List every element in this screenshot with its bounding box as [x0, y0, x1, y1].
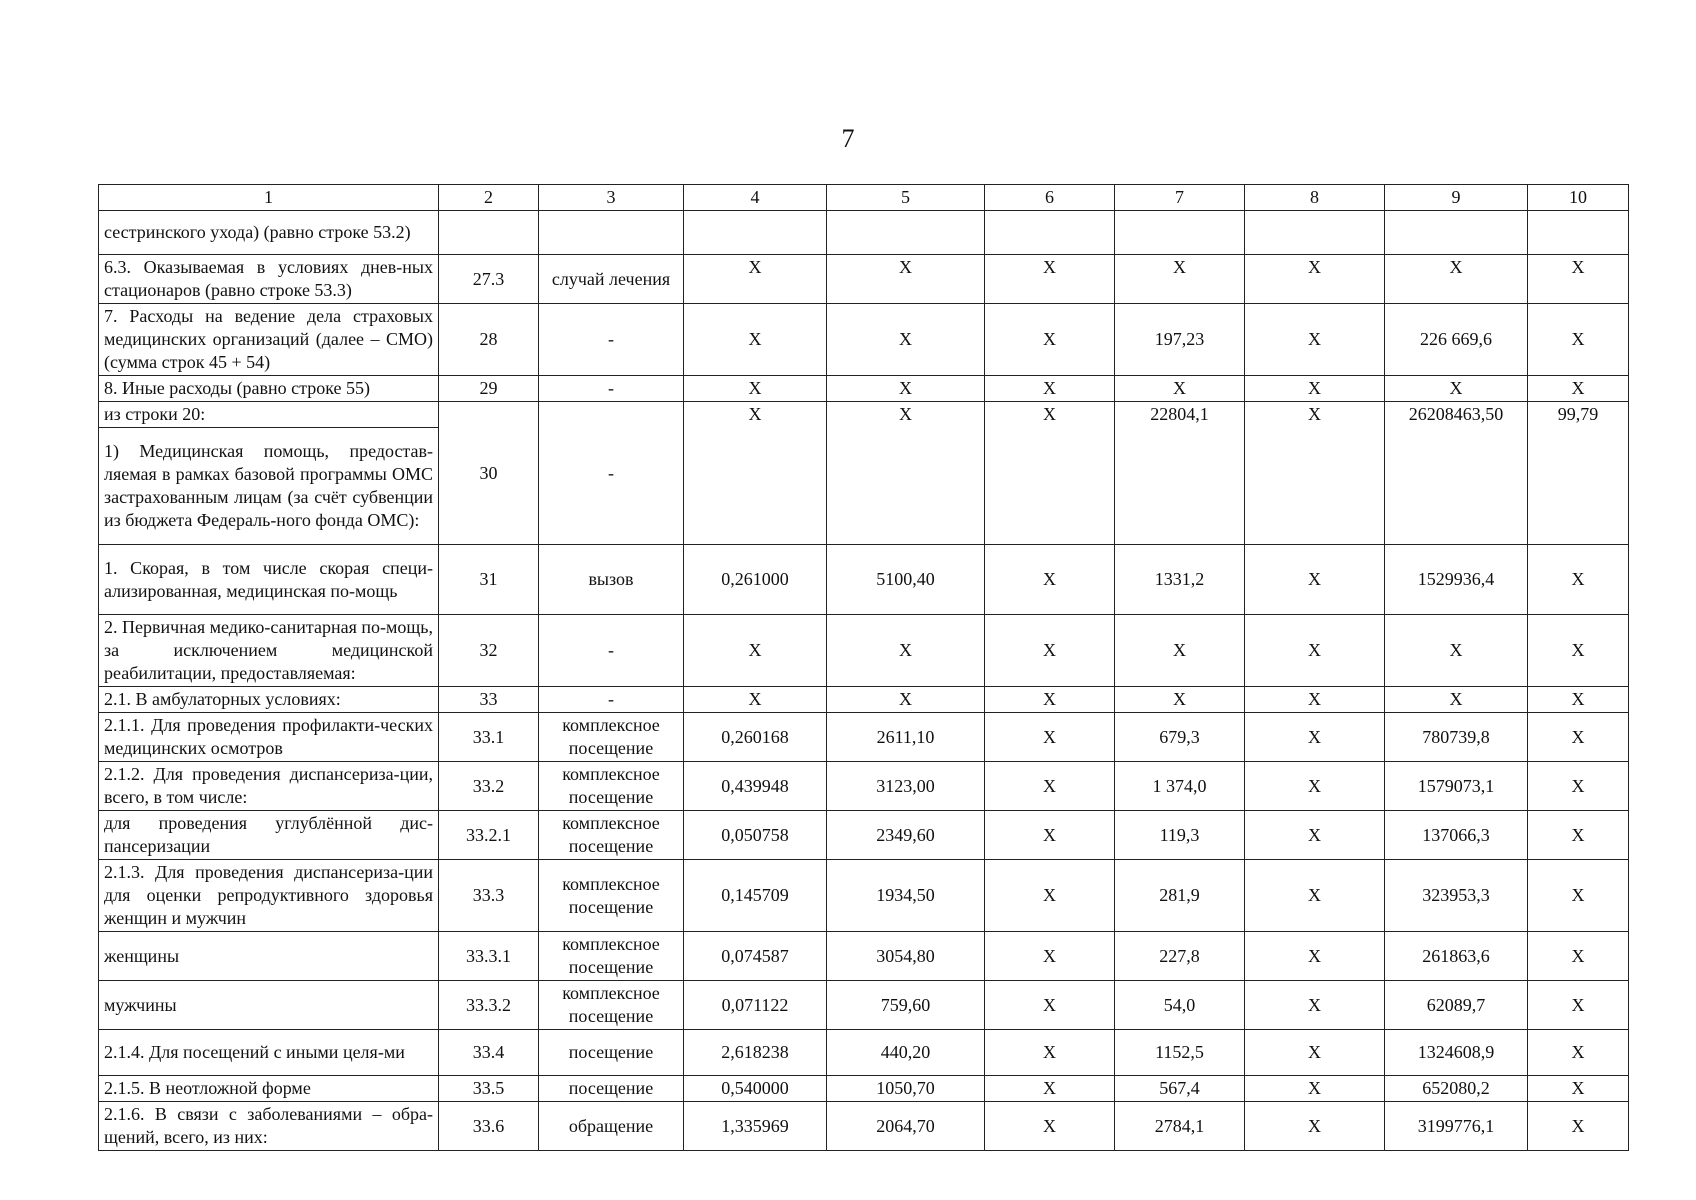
row-label: 2.1.3. Для проведения диспансериза-ции для оценки репродуктивного здоровья женщин и мужчин [99, 860, 439, 932]
value-cell: 1152,5 [1115, 1030, 1245, 1076]
value-cell: Х [1115, 687, 1245, 713]
value-cell: Х [1245, 762, 1385, 811]
value-cell: Х [985, 304, 1115, 376]
value-cell: Х [1115, 376, 1245, 402]
row-label: 2.1.2. Для проведения диспансериза-ции, всего, в том числе: [99, 762, 439, 811]
value-cell: Х [985, 860, 1115, 932]
value-cell: Х [1245, 376, 1385, 402]
value-cell: Х [1528, 304, 1629, 376]
column-header: 6 [985, 185, 1115, 211]
row-label: женщины [99, 932, 439, 981]
value-cell: 1934,50 [827, 860, 985, 932]
value-cell: Х [1245, 811, 1385, 860]
row-label: мужчины [99, 981, 439, 1030]
value-cell: Х [1385, 255, 1528, 304]
header-row [99, 185, 1629, 211]
unit-cell: комплексное посещение [539, 713, 684, 762]
table-row [99, 687, 1629, 713]
value-cell: Х [1245, 1030, 1385, 1076]
value-cell: 567,4 [1115, 1076, 1245, 1102]
table-row [99, 1030, 1629, 1076]
row-number: 30 [439, 402, 539, 545]
value-cell: Х [1528, 545, 1629, 615]
value-cell [827, 211, 985, 255]
value-cell: 759,60 [827, 981, 985, 1030]
value-cell: 780739,8 [1385, 713, 1528, 762]
value-cell: 0,145709 [684, 860, 827, 932]
value-cell: Х [1528, 376, 1629, 402]
value-cell: 54,0 [1115, 981, 1245, 1030]
value-cell: Х [1245, 932, 1385, 981]
value-cell: Х [1528, 932, 1629, 981]
value-cell: 1050,70 [827, 1076, 985, 1102]
expenditure-table [98, 184, 1629, 1151]
value-cell [1245, 211, 1385, 255]
unit-cell: случай лечения [539, 255, 684, 304]
row-number: 33.4 [439, 1030, 539, 1076]
value-cell: 99,79 [1528, 402, 1629, 545]
value-cell: Х [1245, 1076, 1385, 1102]
value-cell: Х [985, 615, 1115, 687]
value-cell: 26208463,50 [1385, 402, 1528, 545]
table-row [99, 811, 1629, 860]
row-number: 33.6 [439, 1102, 539, 1151]
unit-cell: комплексное посещение [539, 932, 684, 981]
unit-cell: комплексное посещение [539, 762, 684, 811]
value-cell: Х [827, 255, 985, 304]
value-cell: Х [985, 1076, 1115, 1102]
unit-cell: обращение [539, 1102, 684, 1151]
unit-cell: комплексное посещение [539, 811, 684, 860]
row-number: 33.1 [439, 713, 539, 762]
value-cell: 197,23 [1115, 304, 1245, 376]
value-cell: Х [985, 762, 1115, 811]
value-cell: Х [684, 402, 827, 545]
unit-cell: - [539, 376, 684, 402]
value-cell: Х [1115, 255, 1245, 304]
value-cell: 137066,3 [1385, 811, 1528, 860]
value-cell: 1529936,4 [1385, 545, 1528, 615]
value-cell: 1331,2 [1115, 545, 1245, 615]
value-cell: Х [684, 255, 827, 304]
value-cell: Х [1245, 615, 1385, 687]
row-number: 33.2 [439, 762, 539, 811]
value-cell: 5100,40 [827, 545, 985, 615]
value-cell: 0,071122 [684, 981, 827, 1030]
value-cell: Х [1245, 545, 1385, 615]
value-cell: Х [1245, 1102, 1385, 1151]
value-cell: Х [827, 687, 985, 713]
value-cell: 0,540000 [684, 1076, 827, 1102]
value-cell: Х [684, 687, 827, 713]
unit-cell: комплексное посещение [539, 981, 684, 1030]
row-label: 2.1.6. В связи с заболеваниями – обра-щений, всего, из них: [99, 1102, 439, 1151]
row-number: 33.3.2 [439, 981, 539, 1030]
value-cell: Х [1245, 687, 1385, 713]
value-cell [985, 211, 1115, 255]
row-label: 2.1.5. В неотложной форме [99, 1076, 439, 1102]
column-header: 4 [684, 185, 827, 211]
value-cell: Х [827, 304, 985, 376]
value-cell: 2064,70 [827, 1102, 985, 1151]
unit-cell: - [539, 402, 684, 545]
value-cell [1385, 211, 1528, 255]
value-cell: Х [1528, 687, 1629, 713]
row-number: 28 [439, 304, 539, 376]
value-cell: Х [985, 981, 1115, 1030]
value-cell: Х [1528, 615, 1629, 687]
value-cell: Х [985, 811, 1115, 860]
unit-cell: комплексное посещение [539, 860, 684, 932]
table-row [99, 981, 1629, 1030]
value-cell: 0,439948 [684, 762, 827, 811]
row-number: 33.3 [439, 860, 539, 932]
column-header: 10 [1528, 185, 1629, 211]
value-cell: 1 374,0 [1115, 762, 1245, 811]
table-row [99, 860, 1629, 932]
value-cell: 3199776,1 [1385, 1102, 1528, 1151]
row-number: 27.3 [439, 255, 539, 304]
value-cell: 1579073,1 [1385, 762, 1528, 811]
value-cell: Х [985, 932, 1115, 981]
value-cell: 2349,60 [827, 811, 985, 860]
table-row [99, 402, 1629, 428]
value-cell: Х [1245, 255, 1385, 304]
value-cell: Х [1528, 1030, 1629, 1076]
row-label: 2. Первичная медико-санитарная по-мощь, за исключением медицинской реабилитации, предоставляемая: [99, 615, 439, 687]
row-label: из строки 20: [99, 402, 439, 428]
table-row [99, 304, 1629, 376]
value-cell: 2611,10 [827, 713, 985, 762]
row-number: 31 [439, 545, 539, 615]
value-cell: Х [827, 376, 985, 402]
value-cell: 323953,3 [1385, 860, 1528, 932]
column-header: 8 [1245, 185, 1385, 211]
value-cell: Х [1385, 687, 1528, 713]
value-cell: 62089,7 [1385, 981, 1528, 1030]
row-label: 2.1.1. Для проведения профилакти-ческих медицинских осмотров [99, 713, 439, 762]
table-row [99, 615, 1629, 687]
column-header: 1 [99, 185, 439, 211]
value-cell: Х [985, 255, 1115, 304]
column-header: 5 [827, 185, 985, 211]
unit-cell: - [539, 687, 684, 713]
value-cell: 3123,00 [827, 762, 985, 811]
value-cell: 652080,2 [1385, 1076, 1528, 1102]
value-cell: Х [1528, 811, 1629, 860]
value-cell: 440,20 [827, 1030, 985, 1076]
table-row [99, 545, 1629, 615]
value-cell: Х [1245, 304, 1385, 376]
table-row [99, 713, 1629, 762]
unit-cell [539, 211, 684, 255]
value-cell: Х [827, 402, 985, 545]
value-cell: 0,261000 [684, 545, 827, 615]
value-cell: 0,260168 [684, 713, 827, 762]
table-row [99, 1076, 1629, 1102]
value-cell: 1,335969 [684, 1102, 827, 1151]
page-number: 7 [841, 124, 855, 153]
row-number: 33 [439, 687, 539, 713]
value-cell: Х [985, 713, 1115, 762]
value-cell: 679,3 [1115, 713, 1245, 762]
row-label: 7. Расходы на ведение дела страховых медицинских организаций (далее – СМО) (сумма строк 45 + 54) [99, 304, 439, 376]
value-cell: Х [1528, 981, 1629, 1030]
unit-cell: посещение [539, 1030, 684, 1076]
value-cell: 227,8 [1115, 932, 1245, 981]
table-row [99, 932, 1629, 981]
column-header: 3 [539, 185, 684, 211]
value-cell: Х [684, 615, 827, 687]
value-cell: Х [1245, 713, 1385, 762]
value-cell: Х [1385, 376, 1528, 402]
value-cell: Х [985, 402, 1115, 545]
row-label: 1) Медицинская помощь, предостав-ляемая в рамках базовой программы ОМС застрахованным лицам (за счёт субвенции из бюджета Федераль-ного фонда ОМС): [99, 428, 439, 545]
value-cell: Х [1245, 981, 1385, 1030]
value-cell: Х [985, 687, 1115, 713]
row-number: 29 [439, 376, 539, 402]
value-cell: Х [1528, 713, 1629, 762]
value-cell: Х [1528, 255, 1629, 304]
row-number: 33.5 [439, 1076, 539, 1102]
row-label: 8. Иные расходы (равно строке 55) [99, 376, 439, 402]
value-cell: Х [1528, 860, 1629, 932]
table-row [99, 376, 1629, 402]
row-label: для проведения углублённой дис-пансеризации [99, 811, 439, 860]
unit-cell: - [539, 615, 684, 687]
unit-cell: посещение [539, 1076, 684, 1102]
value-cell: 0,050758 [684, 811, 827, 860]
value-cell: 2784,1 [1115, 1102, 1245, 1151]
row-label: 2.1.4. Для посещений с иными целя-ми [99, 1030, 439, 1076]
value-cell: Х [985, 545, 1115, 615]
value-cell: 226 669,6 [1385, 304, 1528, 376]
value-cell: Х [1245, 860, 1385, 932]
row-number: 33.3.1 [439, 932, 539, 981]
value-cell [684, 211, 827, 255]
value-cell: Х [684, 304, 827, 376]
value-cell: Х [1245, 402, 1385, 545]
table-row [99, 255, 1629, 304]
value-cell: Х [1115, 615, 1245, 687]
value-cell: Х [985, 1030, 1115, 1076]
row-number [439, 211, 539, 255]
value-cell: 281,9 [1115, 860, 1245, 932]
value-cell: 3054,80 [827, 932, 985, 981]
value-cell: 1324608,9 [1385, 1030, 1528, 1076]
value-cell: 119,3 [1115, 811, 1245, 860]
value-cell: Х [985, 1102, 1115, 1151]
value-cell [1528, 211, 1629, 255]
row-label: 1. Скорая, в том числе скорая специ-ализированная, медицинская по-мощь [99, 545, 439, 615]
value-cell: 261863,6 [1385, 932, 1528, 981]
value-cell: Х [684, 376, 827, 402]
row-number: 32 [439, 615, 539, 687]
row-label: 6.3. Оказываемая в условиях днев-ных стационаров (равно строке 53.3) [99, 255, 439, 304]
row-label: сестринского ухода) (равно строке 53.2) [99, 211, 439, 255]
value-cell: Х [1385, 615, 1528, 687]
column-header: 9 [1385, 185, 1528, 211]
value-cell: Х [985, 376, 1115, 402]
value-cell: Х [1528, 1102, 1629, 1151]
table-row [99, 1102, 1629, 1151]
value-cell: 0,074587 [684, 932, 827, 981]
value-cell: 22804,1 [1115, 402, 1245, 545]
value-cell: Х [827, 615, 985, 687]
value-cell: 2,618238 [684, 1030, 827, 1076]
column-header: 7 [1115, 185, 1245, 211]
value-cell: Х [1528, 1076, 1629, 1102]
row-number: 33.2.1 [439, 811, 539, 860]
unit-cell: вызов [539, 545, 684, 615]
value-cell: Х [1528, 762, 1629, 811]
table-row [99, 211, 1629, 255]
value-cell [1115, 211, 1245, 255]
unit-cell: - [539, 304, 684, 376]
row-label: 2.1. В амбулаторных условиях: [99, 687, 439, 713]
column-header: 2 [439, 185, 539, 211]
table-row [99, 762, 1629, 811]
